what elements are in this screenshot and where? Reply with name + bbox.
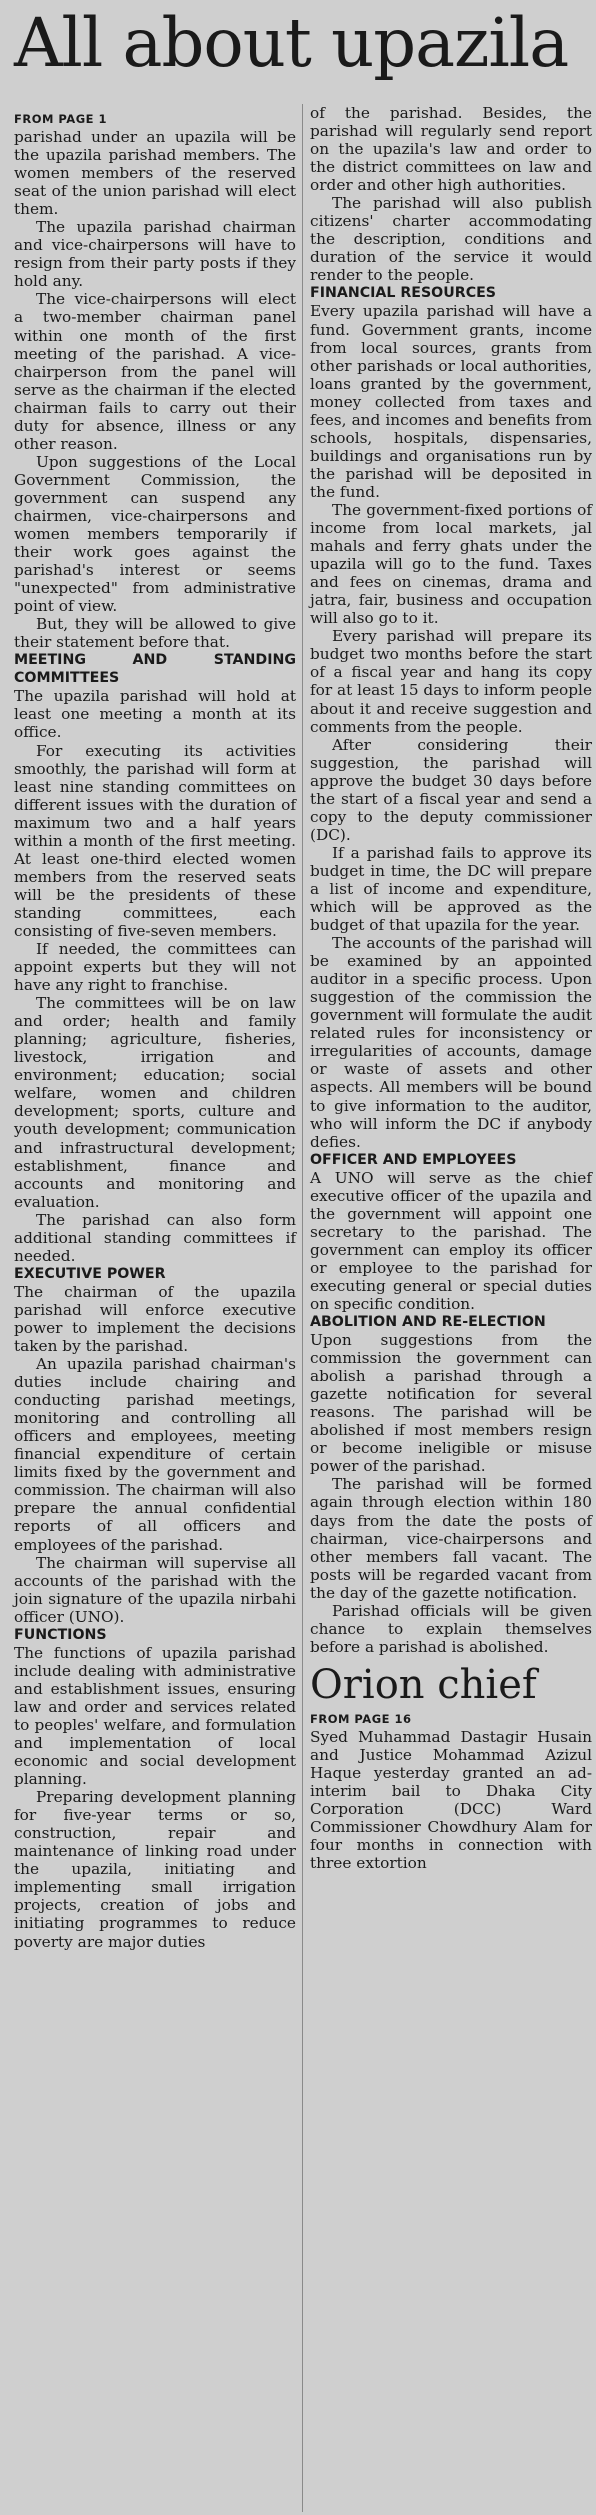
paragraph: The parishad can also form additional standing committees if needed. <box>14 1210 296 1265</box>
paragraph: An upazila parishad chairman's duties include chairing and conducting parishad meetings, monitoring and controlling all officers and employees, meeting financial expenditure of certain limits fixed by the government and commission. The chairman will also prepare the annual confidential reports of all officers and employees of the parishad. <box>14 1355 296 1554</box>
paragraph: The accounts of the parishad will be examined by an appointed auditor in a specific process. Upon suggestion of the commission the government will formulate the audit related rules for inconsistency or irregularities of accounts, damage or waste of assets and other aspects. All members will be bound to give information to the auditor, who will inform the DC if anybody defies. <box>310 934 592 1151</box>
right-column <box>310 104 592 1872</box>
paragraph: Syed Muhammad Dastagir Husain and Justice Mohammad Azizul Haque yesterday granted an ad-interim bail to Dhaka City Corporation (DCC) Ward Commissioner Chowdhury Alam for four months in connection with three extortion <box>310 1727 592 1873</box>
subhead-executive-power: EXECUTIVE POWER <box>14 1265 166 1282</box>
paragraph: A UNO will serve as the chief executive officer of the upazila and the government will appoint one secretary to the parishad. The government can employ its officer or employee to the parishad for executing general or special duties on specific condition. <box>310 1168 592 1313</box>
paragraph: The committees will be on law and order; health and family planning; agriculture, fisheries, livestock, irrigation and environment; education; social welfare, women and children development; sports, culture and youth development; communication and infrastructural development; establishment, finance and accounts and monitoring and evaluation. <box>14 994 296 1211</box>
subhead-officer-employees: OFFICER AND EMPLOYEES <box>310 1151 517 1168</box>
paragraph: If needed, the committees can appoint experts but they will not have any right to franchise. <box>14 940 296 995</box>
paragraph: Preparing development planning for five-year terms or so, construction, repair and maintenance of linking road under the upazila, initiating and implementing small irrigation projects, creation of jobs and initiating programmes to reduce poverty are major duties <box>14 1788 296 1951</box>
paragraph: Every parishad will prepare its budget two months before the start of a fiscal year and hang its copy for at least 15 days to inform people about it and receive suggestion and comments from the people. <box>310 627 592 736</box>
subhead-meeting: MEETING AND STANDING COMMITTEES <box>14 652 296 687</box>
paragraph: The vice-chairpersons will elect a two-member chairman panel within one month of the first meeting of the parishad. A vice-chairperson from the panel will serve as the chairman if the elected chairman fails to carry out their duty for absence, illness or any other reason. <box>14 290 296 453</box>
paragraph: Every upazila parishad will have a fund. Government grants, income from local sources, grants from other parishads or local authorities, loans granted by the government, money collected from taxes and fees, and incomes and benefits from schools, hospitals, dispensaries, buildings and organisations run by the parishad will be deposited in the fund. <box>310 302 592 501</box>
paragraph: parishad under an upazila will be the upazila parishad members. The women members of the reserved seat of the union parishad will elect them. <box>14 128 296 219</box>
column-rule <box>302 104 303 2512</box>
paragraph: The parishad will also publish citizens' charter accommodating the description, conditions and duration of the service it would render to the people. <box>310 194 592 285</box>
paragraph: The chairman of the upazila parishad will enforce executive power to implement the decisions taken by the parishad. <box>14 1282 296 1355</box>
paragraph: The chairman will supervise all accounts of the parishad with the join signature of the upazila nirbahi officer (UNO). <box>14 1553 296 1626</box>
paragraph: Upon suggestions from the commission the government can abolish a parishad through a gazette notification for several reasons. The parishad will be abolished if most members resign or become ineligible or misuse power of the parishad. <box>310 1331 592 1476</box>
continued-from-kicker: FROM PAGE 1 <box>14 112 108 126</box>
paragraph: But, they will be allowed to give their statement before that. <box>14 615 296 652</box>
subhead-abolition: ABOLITION AND RE-ELECTION <box>310 1314 546 1331</box>
paragraph: For executing its activities smoothly, the parishad will form at least nine standing committees on different issues with the duration of maximum two and a half years within a month of the first meeting. At least one-third elected women members from the reserved seats will be the presidents of these standing committees, each consisting of five-seven members. <box>14 741 296 940</box>
paragraph: The parishad will be formed again through election within 180 days from the date the posts of chairman, vice-chairpersons and other members fall vacant. The posts will be regarded vacant from the day of the gazette notification. <box>310 1475 592 1602</box>
subhead-functions: FUNCTIONS <box>14 1626 107 1643</box>
paragraph: The upazila parishad will hold at least one meeting a month at its office. <box>14 687 296 742</box>
left-column <box>14 110 296 1951</box>
paragraph: The functions of upazila parishad include dealing with administrative and establishment issues, ensuring law and order and services related to peoples' welfare, and formulation and implementation of local economic and social development planning. <box>14 1643 296 1789</box>
story-headline-orion-chief: Orion chief <box>310 1661 537 1708</box>
paragraph: Parishad officials will be given chance to explain themselves before a parishad is abolished. <box>310 1601 592 1656</box>
headline: All about upazila <box>14 4 569 82</box>
paragraph: Upon suggestions of the Local Government Commission, the government can suspend any chairmen, vice-chairpersons and women members temporarily if their work goes against the parishad's interest or seems "unexpected" from administrative point of view. <box>14 452 296 616</box>
paragraph: If a parishad fails to approve its budget in time, the DC will prepare a list of income and expenditure, which will be approved as the budget of that upazila for the year. <box>310 843 592 935</box>
continued-from-kicker: FROM PAGE 16 <box>310 1711 412 1726</box>
paragraph: After considering their suggestion, the parishad will approve the budget 30 days before the start of a fiscal year and send a copy to the deputy commissioner (DC). <box>310 735 592 844</box>
paragraph: The government-fixed portions of income from local markets, jal mahals and ferry ghats under the upazila will go to the fund. Taxes and fees on cinemas, drama and jatra, fair, business and occupation will also go to it. <box>310 500 592 628</box>
paragraph: The upazila parishad chairman and vice-chairpersons will have to resign from their party posts if they hold any. <box>14 218 296 291</box>
paragraph: of the parishad. Besides, the parishad will regularly send report on the upazila's law and order to the district committees on law and order and other high authorities. <box>310 104 592 195</box>
subhead-financial-resources: FINANCIAL RESOURCES <box>310 285 497 302</box>
